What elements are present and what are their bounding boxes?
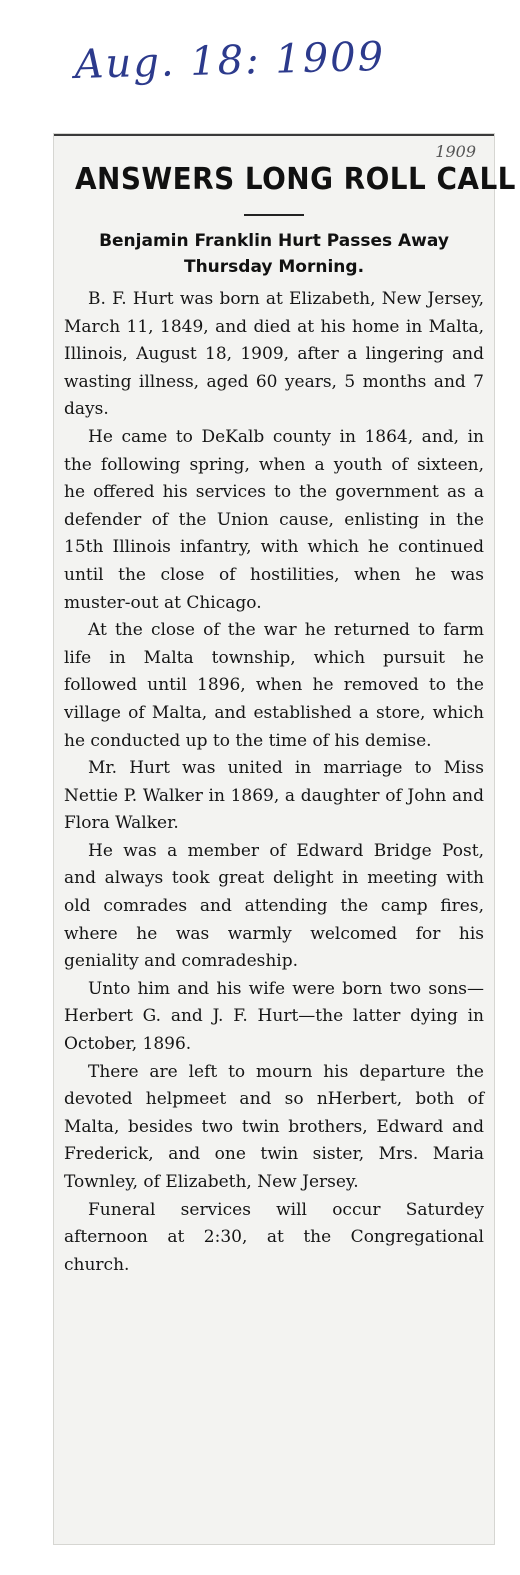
top-rule (54, 134, 494, 136)
newspaper-clipping (54, 134, 516, 1544)
headline-divider (244, 214, 304, 216)
article-body (64, 286, 484, 1279)
paragraph-funeral: Funeral services will occur Saturdey afternoon at 2:30, at the Congregational church. (64, 1199, 484, 1275)
paragraph-marriage: Mr. Hurt was united in marriage to Miss Nettie P. Walker in 1869, a daughter of John and Flora Walker. (64, 758, 484, 834)
paragraph-birth-death: B. F. Hurt was born at Elizabeth, New Jersey, March 11, 1849, and died at his home in Malta, Illinois, August 18, 1909, after a lingering and wasting illness, aged 60 years, 5 months and 7 days. (64, 289, 484, 420)
subheadline (60, 228, 488, 280)
paragraph-survivors: There are left to mourn his departure the devoted helpmeet and so nHerbert, both of Malta, besides two twin brothers, Edward and Frederick, and one twin sister, Mrs. Maria Townley, of Elizabeth, New Jersey. (64, 1061, 484, 1192)
subheadline-line-2: Thursday Morning. (183, 257, 365, 277)
handwritten-date: Aug. 18: 1909 (74, 33, 386, 88)
headline: ANSWERS LONG ROLL CALL (74, 162, 516, 197)
paragraph-military-service: He came to DeKalb county in 1864, and, in the following spring, when a youth of sixteen, he offered his services to the government as a defender of the Union cause, enlisting in the 15th Illinois infantry, with which he continued until the close of hostilities, when he was muster-out at Chicago. (64, 426, 484, 613)
paragraph-career: At the close of the war he returned to farm life in Malta township, which pursuit he followed until 1896, when he removed to the village of Malta, and established a store, which he conducted up to the time of his demise. (64, 620, 484, 751)
corner-year-note: 1909 (435, 142, 476, 161)
subheadline-line-1: Benjamin Franklin Hurt Passes Away (99, 231, 449, 251)
paragraph-children: Unto him and his wife were born two sons—Herbert G. and J. F. Hurt—the latter dying in October, 1896. (64, 978, 484, 1055)
paragraph-membership: He was a member of Edward Bridge Post, and always took great delight in meeting with old comrades and attending the camp fires, where he was warmly welcomed for his geniality and comradeship. (64, 840, 484, 972)
